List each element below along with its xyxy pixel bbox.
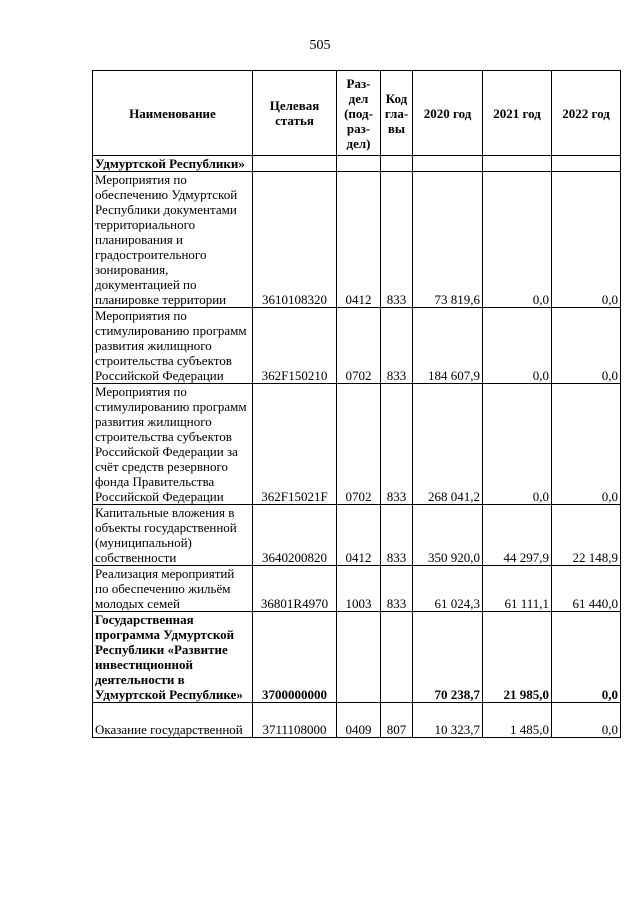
cell-name: Мероприятия по стимулированию программ развития жилищного строительства субъектов Российской Федерации за счёт средств резервного фонда Правительства Российской Федерации — [93, 384, 253, 505]
cell-y2022: 0,0 — [552, 612, 621, 703]
cell-section: 0409 — [337, 703, 381, 738]
cell-y2021: 1 485,0 — [483, 703, 552, 738]
cell-target: 36801R4970 — [253, 566, 337, 612]
cell-y2021: 21 985,0 — [483, 612, 552, 703]
header-name: Наименование — [93, 71, 253, 156]
table-row — [93, 505, 621, 566]
cell-y2022: 61 440,0 — [552, 566, 621, 612]
table-row — [93, 566, 621, 612]
cell-y2021: 0,0 — [483, 308, 552, 384]
cell-section — [337, 156, 381, 172]
cell-y2022: 22 148,9 — [552, 505, 621, 566]
cell-y2022: 0,0 — [552, 172, 621, 308]
cell-target: 3610108320 — [253, 172, 337, 308]
cell-section: 0412 — [337, 172, 381, 308]
cell-section: 1003 — [337, 566, 381, 612]
cell-target — [253, 156, 337, 172]
cell-section — [337, 612, 381, 703]
cell-y2021: 61 111,1 — [483, 566, 552, 612]
cell-name: Удмуртской Республики» — [93, 156, 253, 172]
cell-name: Оказание государственной — [93, 703, 253, 738]
cell-target: 3640200820 — [253, 505, 337, 566]
header-2022: 2022 год — [552, 71, 621, 156]
cell-y2020: 70 238,7 — [413, 612, 483, 703]
table-body — [93, 156, 621, 738]
cell-y2021: 0,0 — [483, 384, 552, 505]
cell-target: 362F150210 — [253, 308, 337, 384]
cell-y2020: 268 041,2 — [413, 384, 483, 505]
cell-code: 833 — [381, 172, 413, 308]
cell-code — [381, 612, 413, 703]
header-2021: 2021 год — [483, 71, 552, 156]
table-header — [93, 71, 621, 156]
cell-section: 0412 — [337, 505, 381, 566]
cell-y2020: 350 920,0 — [413, 505, 483, 566]
cell-y2022 — [552, 156, 621, 172]
budget-table — [92, 70, 621, 738]
cell-y2021: 0,0 — [483, 172, 552, 308]
header-row — [93, 71, 621, 156]
cell-y2021 — [483, 156, 552, 172]
table-row — [93, 384, 621, 505]
cell-y2022: 0,0 — [552, 703, 621, 738]
cell-target: 3700000000 — [253, 612, 337, 703]
cell-code: 807 — [381, 703, 413, 738]
header-section: Раз-дел (под-раз-дел) — [337, 71, 381, 156]
cell-section: 0702 — [337, 384, 381, 505]
cell-code: 833 — [381, 308, 413, 384]
cell-code — [381, 156, 413, 172]
table-row — [93, 156, 621, 172]
cell-name: Капитальные вложения в объекты государственной (муниципальной) собственности — [93, 505, 253, 566]
cell-y2020 — [413, 156, 483, 172]
cell-y2021: 44 297,9 — [483, 505, 552, 566]
cell-code: 833 — [381, 505, 413, 566]
header-target: Целевая статья — [253, 71, 337, 156]
table-row — [93, 703, 621, 738]
table-row — [93, 172, 621, 308]
cell-target: 3711108000 — [253, 703, 337, 738]
cell-name: Государственная программа Удмуртской Республики «Развитие инвестиционной деятельности в Удмуртской Республике» — [93, 612, 253, 703]
cell-name: Мероприятия по стимулированию программ развития жилищного строительства субъектов Российской Федерации — [93, 308, 253, 384]
cell-y2020: 61 024,3 — [413, 566, 483, 612]
cell-code: 833 — [381, 384, 413, 505]
cell-y2020: 73 819,6 — [413, 172, 483, 308]
header-code: Код гла-вы — [381, 71, 413, 156]
cell-y2020: 10 323,7 — [413, 703, 483, 738]
cell-name: Мероприятия по обеспечению Удмуртской Республики документами территориального планирования и градостроительного зонирования, документацией по планировке территории — [93, 172, 253, 308]
cell-name: Реализация мероприятий по обеспечению жильём молодых семей — [93, 566, 253, 612]
cell-y2022: 0,0 — [552, 384, 621, 505]
table-row — [93, 308, 621, 384]
header-2020: 2020 год — [413, 71, 483, 156]
cell-y2020: 184 607,9 — [413, 308, 483, 384]
cell-target: 362F15021F — [253, 384, 337, 505]
table-row — [93, 612, 621, 703]
cell-y2022: 0,0 — [552, 308, 621, 384]
cell-section: 0702 — [337, 308, 381, 384]
page-number: 505 — [309, 38, 331, 53]
cell-code: 833 — [381, 566, 413, 612]
